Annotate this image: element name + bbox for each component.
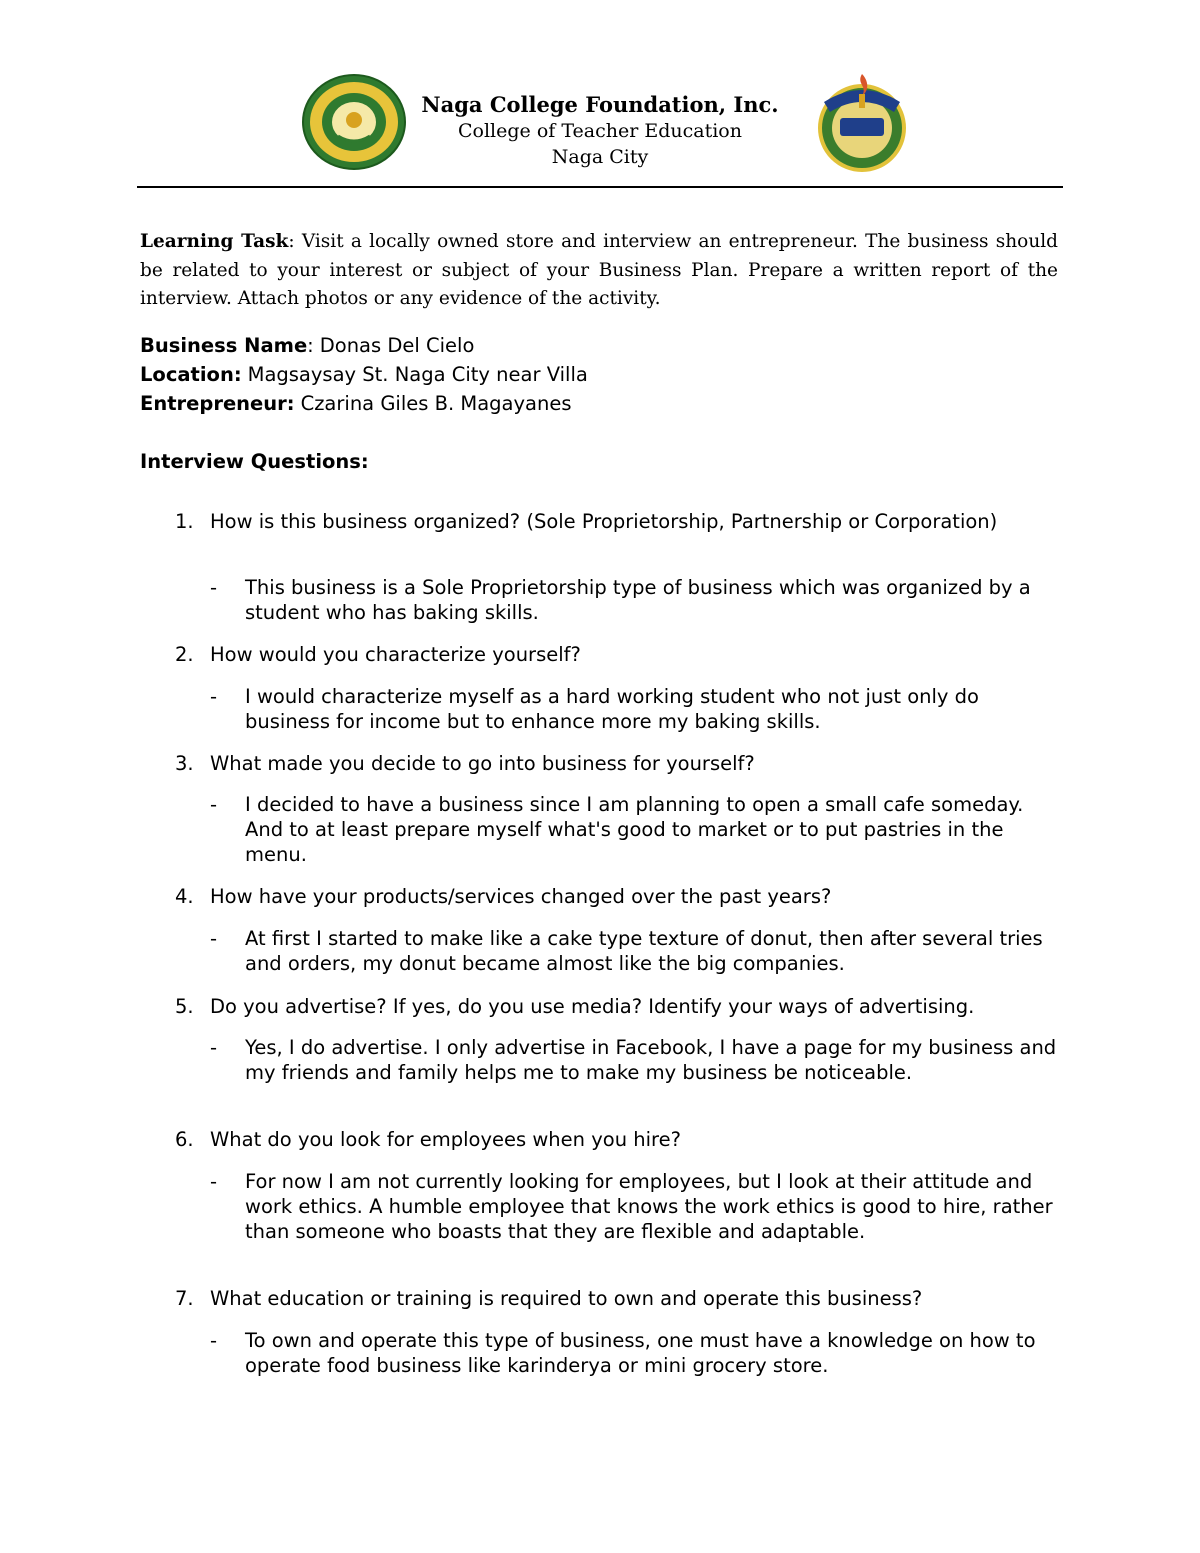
- entrepreneur-value: Czarina Giles B. Magayanes: [300, 392, 572, 415]
- question-text: What made you decide to go into business for yourself?: [210, 752, 755, 775]
- question-text: How would you characterize yourself?: [210, 643, 581, 666]
- question-number: 3.: [175, 752, 194, 775]
- business-name-value: Donas Del Cielo: [319, 334, 475, 357]
- answer-dash: -: [210, 576, 218, 599]
- question-number: 4.: [175, 885, 194, 908]
- question-number: 1.: [175, 510, 194, 533]
- answer-text: I decided to have a business since I am planning to open a small cafe someday. And to at least prepare myself what's good to market or to put pastries in the menu.: [245, 793, 1024, 866]
- answer-dash: -: [210, 1170, 218, 1193]
- business-name-row: Business Name: Donas Del Cielo: [140, 334, 475, 357]
- city-name: Naga City: [551, 146, 649, 168]
- question-text: How have your products/services changed over the past years?: [210, 885, 832, 908]
- cted-logo: [810, 68, 914, 172]
- learning-task-paragraph: [140, 228, 1058, 314]
- answer-dash: -: [210, 927, 218, 950]
- learning-task-text: : Visit a locally owned store and interview an entrepreneur. The business should be related to your interest or subject of your Business Plan. Prepare a written report of the interview. Attach photos or any evidence of the activity.: [140, 231, 1058, 309]
- letterhead: [0, 0, 1200, 200]
- location-row: [140, 363, 588, 386]
- question-text: How is this business organized? (Sole Proprietorship, Partnership or Corporation): [210, 510, 998, 533]
- answer-text: For now I am not currently looking for employees, but I look at their attitude and work ethics. A humble employee that knows the work ethics is good to hire, rather than someone who boasts that they are flexible and adaptable.: [245, 1170, 1053, 1243]
- answer-dash: -: [210, 793, 218, 816]
- entrepreneur-label: Entrepreneur:: [140, 392, 295, 415]
- question-number: 5.: [175, 995, 194, 1018]
- header-divider: [137, 186, 1063, 188]
- location-label: Location:: [140, 363, 242, 386]
- entrepreneur-row: [140, 392, 572, 415]
- question-text: Do you advertise? If yes, do you use media? Identify your ways of advertising.: [210, 995, 975, 1018]
- answer-dash: -: [210, 685, 218, 708]
- answer-text: At first I started to make like a cake type texture of donut, then after several tries and orders, my donut became almost like the big companies.: [245, 927, 1043, 975]
- organization-name: Naga College Foundation, Inc.: [421, 92, 779, 117]
- question-number: 2.: [175, 643, 194, 666]
- question-text: What do you look for employees when you hire?: [210, 1128, 681, 1151]
- business-name-label: Business Name: [140, 334, 308, 357]
- answer-dash: -: [210, 1329, 218, 1352]
- question-text: What education or training is required to own and operate this business?: [210, 1287, 923, 1310]
- college-seal-logo: [302, 74, 406, 170]
- answer-text: To own and operate this type of business, one must have a knowledge on how to operate food business like karinderya or mini grocery store.: [245, 1329, 1036, 1377]
- answer-dash: -: [210, 1036, 218, 1059]
- question-number: 7.: [175, 1287, 194, 1310]
- interview-questions-heading: Interview Questions:: [140, 450, 369, 473]
- answer-text: I would characterize myself as a hard working student who not just only do business for income but to enhance more my baking skills.: [245, 685, 979, 733]
- location-value: Magsaysay St. Naga City near Villa: [247, 363, 588, 386]
- question-number: 6.: [175, 1128, 194, 1151]
- college-name: College of Teacher Education: [458, 120, 742, 142]
- answer-text: This business is a Sole Proprietorship type of business which was organized by a student who has baking skills.: [245, 576, 1031, 624]
- answer-text: Yes, I do advertise. I only advertise in Facebook, I have a page for my business and my friends and family helps me to make my business be noticeable.: [245, 1036, 1057, 1084]
- learning-task-label: Learning Task: [140, 231, 289, 252]
